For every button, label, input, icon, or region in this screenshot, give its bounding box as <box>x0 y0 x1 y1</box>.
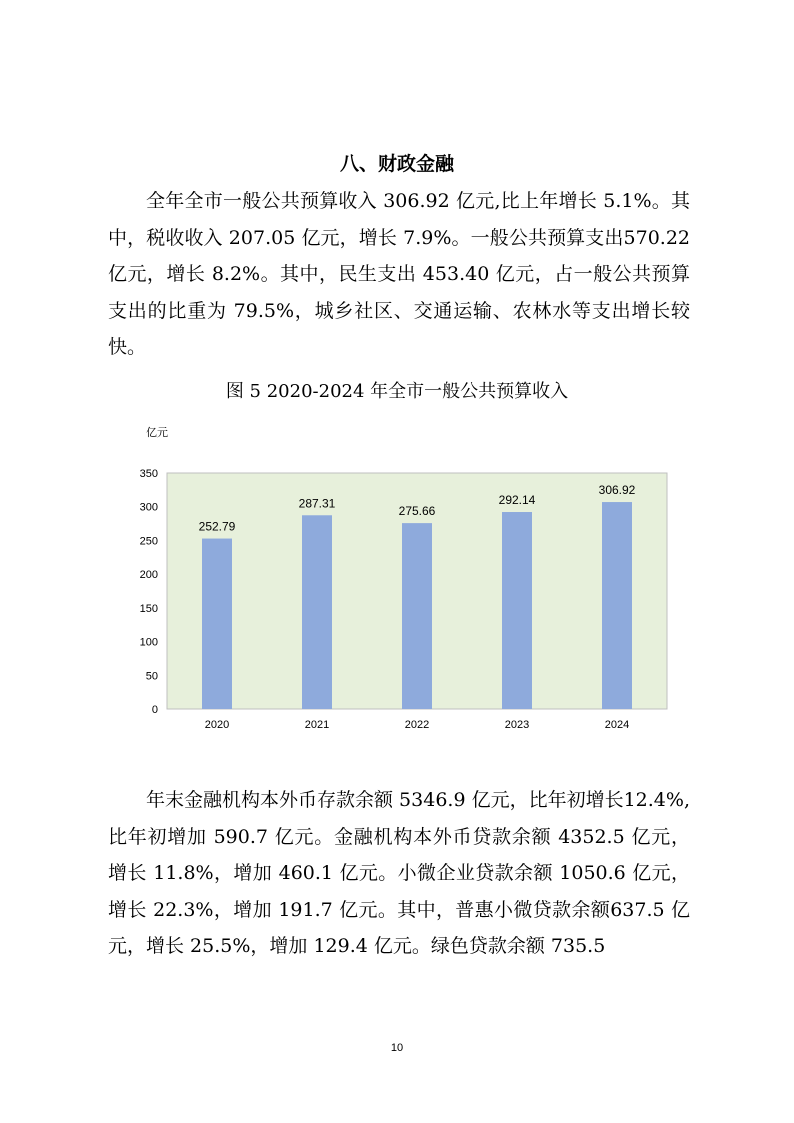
y-tick-label: 250 <box>139 535 158 548</box>
x-tick-label: 2024 <box>604 719 630 731</box>
y-tick-label: 0 <box>151 704 158 716</box>
x-tick-label: 2020 <box>204 719 230 731</box>
y-tick-label: 150 <box>139 602 158 615</box>
bar-2022 <box>402 523 432 709</box>
paragraph-fiscal: 全年全市一般公共预算收入 306.92 亿元,比上年增长 5.1%。其中，税收收入 207.05 亿元，增长 7.9%。一般公共预算支出570.22 亿元，增长 8.2%。其中，民生支出 453.40 亿元，占一般公共预算支出的比重为 79.5%，城乡社区、交通运输、农林水等支出增长较快。 <box>108 190 690 358</box>
y-tick-label: 300 <box>139 501 158 514</box>
x-tick-label: 2021 <box>304 719 330 731</box>
data-label: 252.79 <box>198 519 236 534</box>
figure-title: 图 5 2020-2024 年全市一般公共预算收入 <box>225 381 569 402</box>
bar-2021 <box>302 515 332 709</box>
data-label: 287.31 <box>298 496 336 511</box>
y-tick-label: 50 <box>145 670 158 683</box>
y-tick-label: 350 <box>139 468 158 480</box>
data-label: 306.92 <box>598 483 636 498</box>
bar-chart <box>120 418 680 738</box>
x-tick-label: 2023 <box>504 719 530 731</box>
x-tick-label: 2022 <box>404 719 430 731</box>
bar-2020 <box>202 539 232 709</box>
data-label: 292.14 <box>498 493 536 508</box>
bar-2023 <box>502 512 532 709</box>
unit-label: 亿元 <box>146 427 168 439</box>
y-tick-label: 100 <box>139 636 158 649</box>
section-heading: 八、财政金融 <box>339 153 454 175</box>
y-tick-label: 200 <box>139 569 158 582</box>
bar-2024 <box>602 502 632 709</box>
paragraph-finance: 年末金融机构本外币存款余额 5346.9 亿元，比年初增长12.4%,比年初增加 590.7 亿元。金融机构本外币贷款余额 4352.5 亿元，增长 11.8%，增加 460.1 亿元。小微企业贷款余额 1050.6 亿元，增长 22.3%，增加 191.7 亿元。其中，普惠小微贷款余额637.5 亿元，增长 25.5%，增加 129.4 亿元。绿色贷款余额 735.5 <box>108 789 690 957</box>
page-number: 10 <box>390 1042 404 1054</box>
data-label: 275.66 <box>398 504 436 519</box>
